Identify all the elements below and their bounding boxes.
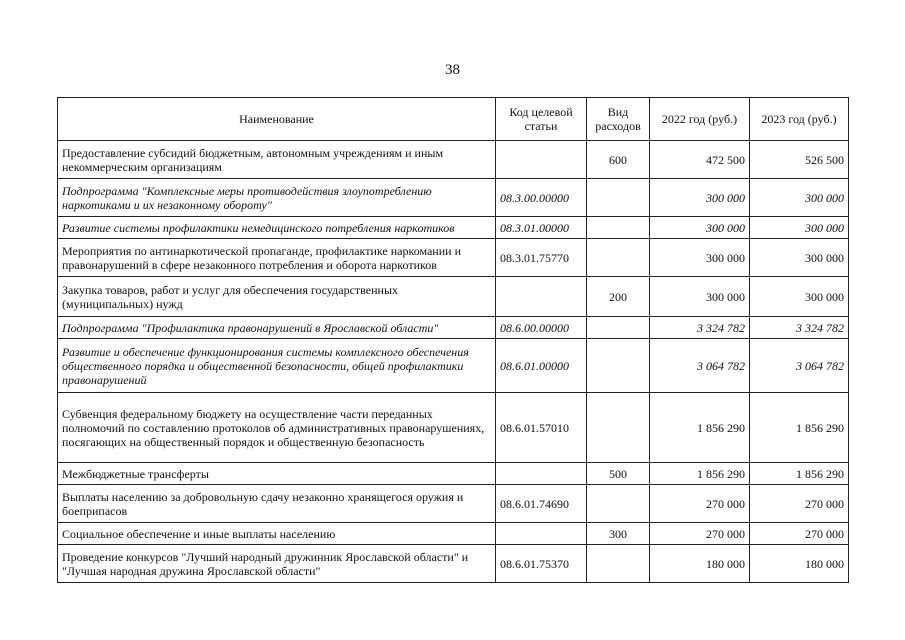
row-type xyxy=(587,485,650,523)
row-type: 200 xyxy=(587,277,650,317)
row-code: 08.6.01.00000 xyxy=(496,339,587,393)
header-type: Вид расходов xyxy=(587,98,650,141)
table-row xyxy=(58,463,849,485)
page-number: 38 xyxy=(445,62,460,78)
header-code: Код целевой статьи xyxy=(496,98,587,141)
row-name: Предоставление субсидий бюджетным, автономным учреждениям и иным некоммерческим организациям xyxy=(58,141,496,179)
row-2022: 270 000 xyxy=(650,523,750,545)
table-row xyxy=(58,393,849,463)
row-name: Развитие системы профилактики немедицинского потребления наркотиков xyxy=(58,217,496,239)
row-type xyxy=(587,317,650,339)
row-2022: 1 856 290 xyxy=(650,463,750,485)
row-code: 08.3.00.00000 xyxy=(496,179,587,217)
table-row xyxy=(58,545,849,583)
table-row xyxy=(58,217,849,239)
row-name: Подпрограмма "Профилактика правонарушений в Ярославской области" xyxy=(58,317,496,339)
row-2022: 300 000 xyxy=(650,239,750,277)
row-type: 600 xyxy=(587,141,650,179)
row-2022: 300 000 xyxy=(650,277,750,317)
table-row xyxy=(58,277,849,317)
row-2023: 300 000 xyxy=(750,239,849,277)
row-type xyxy=(587,217,650,239)
row-2022: 472 500 xyxy=(650,141,750,179)
row-2022: 300 000 xyxy=(650,217,750,239)
row-type xyxy=(587,545,650,583)
table-row xyxy=(58,317,849,339)
row-type xyxy=(587,393,650,463)
row-name: Закупка товаров, работ и услуг для обеспечения государственных (муниципальных) нужд xyxy=(58,277,496,317)
table-row xyxy=(58,141,849,179)
row-2023: 526 500 xyxy=(750,141,849,179)
row-name: Подпрограмма "Комплексные меры противодействия злоупотреблению наркотиками и их незаконному обороту" xyxy=(58,179,496,217)
row-code: 08.6.01.57010 xyxy=(496,393,587,463)
row-code: 08.3.01.00000 xyxy=(496,217,587,239)
row-code: 08.3.01.75770 xyxy=(496,239,587,277)
row-name: Межбюджетные трансферты xyxy=(58,463,496,485)
header-2023: 2023 год (руб.) xyxy=(750,98,849,141)
row-2022: 300 000 xyxy=(650,179,750,217)
row-code: 08.6.00.00000 xyxy=(496,317,587,339)
row-2022: 3 324 782 xyxy=(650,317,750,339)
row-2023: 270 000 xyxy=(750,485,849,523)
row-name: Развитие и обеспечение функционирования системы комплексного обеспечения общественного порядка и общественной безопасности, общей профилактики правонарушений xyxy=(58,339,496,393)
header-name: Наименование xyxy=(58,98,496,141)
row-type: 500 xyxy=(587,463,650,485)
row-2023: 300 000 xyxy=(750,179,849,217)
row-2023: 270 000 xyxy=(750,523,849,545)
row-type xyxy=(587,239,650,277)
row-code xyxy=(496,277,587,317)
budget-table xyxy=(57,97,849,583)
row-type xyxy=(587,179,650,217)
table-row xyxy=(58,179,849,217)
row-code xyxy=(496,463,587,485)
row-name: Проведение конкурсов "Лучший народный дружинник Ярославской области" и "Лучшая народная дружина Ярославской области" xyxy=(58,545,496,583)
row-type xyxy=(587,339,650,393)
row-2022: 270 000 xyxy=(650,485,750,523)
row-name: Выплаты населению за добровольную сдачу незаконно хранящегося оружия и боеприпасов xyxy=(58,485,496,523)
row-2023: 300 000 xyxy=(750,277,849,317)
row-2023: 180 000 xyxy=(750,545,849,583)
table-header-row xyxy=(58,98,849,141)
row-2023: 3 064 782 xyxy=(750,339,849,393)
row-type: 300 xyxy=(587,523,650,545)
row-2022: 180 000 xyxy=(650,545,750,583)
row-code xyxy=(496,523,587,545)
row-name: Мероприятия по антинаркотической пропаганде, профилактике наркомании и правонарушений в сфере незаконного потребления и оборота наркотиков xyxy=(58,239,496,277)
row-name: Субвенция федеральному бюджету на осуществление части переданных полномочий по составлению протоколов об административных правонарушениях, посягающих на общественный порядок и общественную безопасность xyxy=(58,393,496,463)
row-code: 08.6.01.74690 xyxy=(496,485,587,523)
row-2022: 1 856 290 xyxy=(650,393,750,463)
table-row xyxy=(58,523,849,545)
row-2023: 300 000 xyxy=(750,217,849,239)
row-2023: 1 856 290 xyxy=(750,463,849,485)
table-row xyxy=(58,485,849,523)
row-code xyxy=(496,141,587,179)
row-name: Социальное обеспечение и иные выплаты населению xyxy=(58,523,496,545)
row-2022: 3 064 782 xyxy=(650,339,750,393)
table-row xyxy=(58,239,849,277)
row-code: 08.6.01.75370 xyxy=(496,545,587,583)
row-2023: 3 324 782 xyxy=(750,317,849,339)
header-2022: 2022 год (руб.) xyxy=(650,98,750,141)
row-2023: 1 856 290 xyxy=(750,393,849,463)
table-row xyxy=(58,339,849,393)
